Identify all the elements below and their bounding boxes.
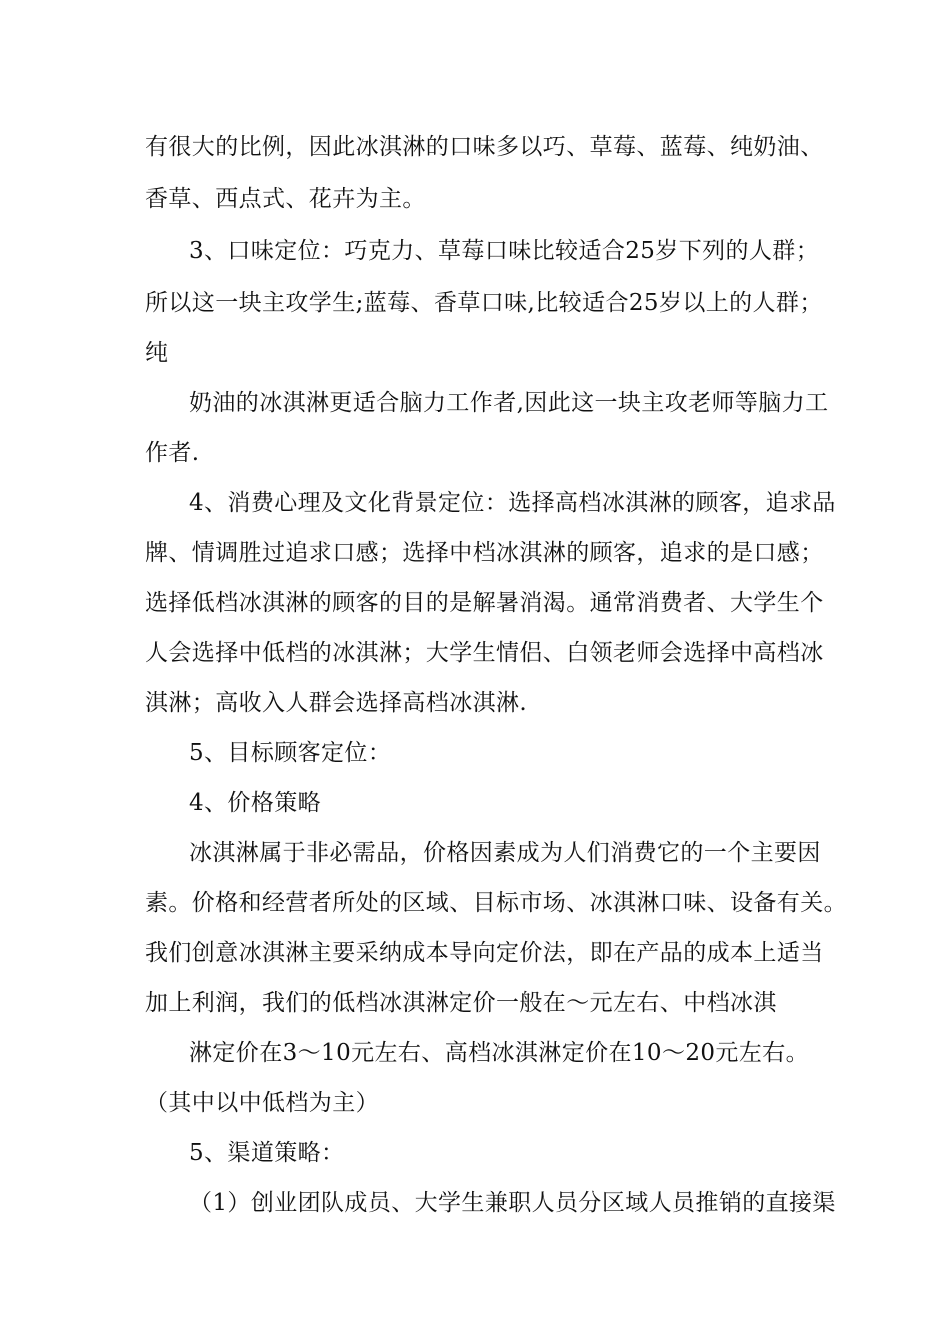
text-line: （1）创业团队成员、大学生兼职人员分区域人员推销的直接渠 <box>189 1190 836 1216</box>
text-line: 所以这一块主攻学生;蓝莓、香草口味,比较适合25岁以上的人群； <box>145 290 823 316</box>
text-line: 我们创意冰淇淋主要采纳成本导向定价法，即在产品的成本上适当 <box>145 940 824 966</box>
text-line: 香草、西点式、花卉为主。 <box>145 186 426 212</box>
text-line: 淋定价在3～10元左右、高档冰淇淋定价在10～20元左右。 <box>189 1040 810 1066</box>
text-line: 加上利润，我们的低档冰淇淋定价一般在～元左右、中档冰淇 <box>145 990 777 1016</box>
text-line: 淇淋；高收入人群会选择高档冰淇淋. <box>145 690 528 716</box>
text-line: 5、渠道策略： <box>189 1140 345 1166</box>
text-line: 人会选择中低档的冰淇淋；大学生情侣、白领老师会选择中高档冰 <box>145 640 824 666</box>
text-line: 冰淇淋属于非必需品，价格因素成为人们消费它的一个主要因 <box>189 840 821 866</box>
text-line: 素。价格和经营者所处的区域、目标市场、冰淇淋口味、设备有关。 <box>145 890 847 916</box>
text-line: 3、口味定位：巧克力、草莓口味比较适合25岁下列的人群； <box>189 238 820 264</box>
text-line: 奶油的冰淇淋更适合脑力工作者,因此这一块主攻老师等脑力工 <box>189 390 829 416</box>
text-line: 纯 <box>145 340 169 366</box>
text-line: 有很大的比例，因此冰淇淋的口味多以巧、草莓、蓝莓、纯奶油、 <box>145 134 824 160</box>
text-line: 5、目标顾客定位： <box>189 740 392 766</box>
text-line: 牌、情调胜过追求口感；选择中档冰淇淋的顾客，追求的是口感； <box>145 540 824 566</box>
text-line: 4、价格策略 <box>189 790 322 816</box>
text-line: 选择低档冰淇淋的顾客的目的是解暑消渴。通常消费者、大学生个 <box>145 590 824 616</box>
text-line: （其中以中低档为主） <box>145 1090 379 1116</box>
text-line: 作者. <box>145 440 200 466</box>
text-line: 4、消费心理及文化背景定位：选择高档冰淇淋的顾客，追求品 <box>189 490 836 516</box>
